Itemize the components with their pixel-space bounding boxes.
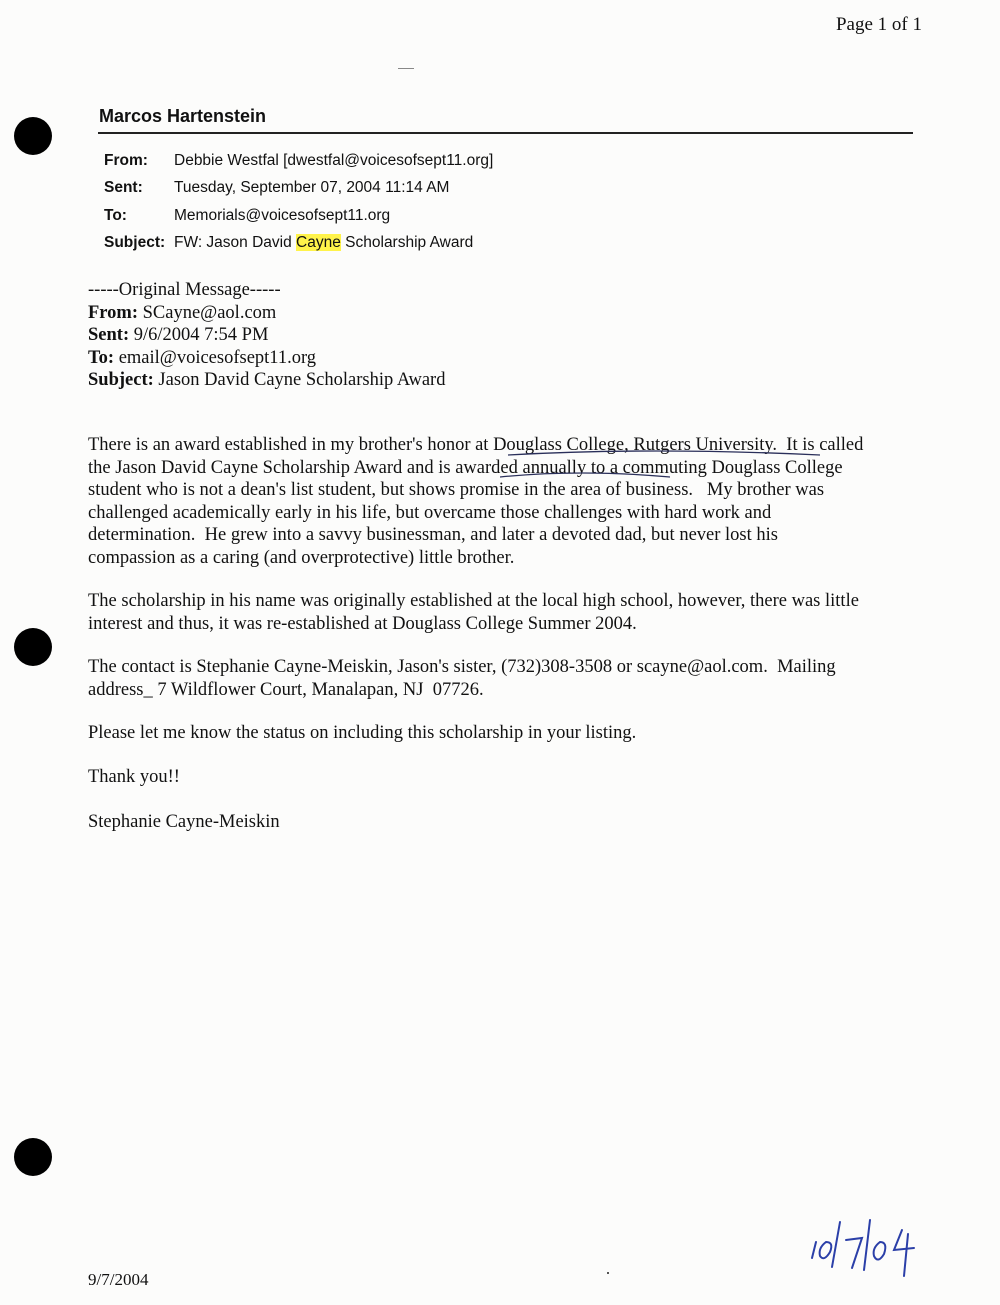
header-subject-value [174, 234, 473, 252]
original-sent-value: 9/6/2004 7:54 PM [129, 325, 269, 345]
original-divider: -----Original Message----- [88, 280, 281, 300]
subject-highlighted-word: Cayne [296, 234, 341, 251]
scan-speck [607, 1272, 609, 1274]
header-sent-row [104, 179, 449, 197]
header-sent-label: Sent: [104, 179, 143, 196]
original-from-row [88, 302, 445, 325]
body-line: interest and thus, it was re-established at Douglass College Summer 2004. [88, 613, 637, 634]
page-number: Page 1 of 1 [835, 14, 922, 35]
original-message-block [88, 279, 445, 392]
body-line: The contact is Stephanie Cayne-Meiskin, Jason's sister, (732)308-3508 or scayne@aol.com. Mailing [88, 657, 836, 677]
scan-mark [398, 68, 414, 69]
body-paragraph-2 [88, 590, 938, 635]
header-from-value: Debbie Westfal [dwestfal@voicesofsept11.org] [174, 152, 494, 169]
header-to-label: To: [104, 207, 127, 224]
original-sent-label: Sent: [88, 325, 130, 345]
body-line: student who is not a dean's list student, but shows promise in the area of business. My brother was [88, 480, 825, 500]
original-from-label: From: [88, 302, 138, 323]
header-sent-value: Tuesday, September 07, 2004 11:14 AM [174, 179, 450, 196]
original-subject-value: Jason David Cayne Scholarship Award [153, 370, 446, 390]
body-line: the Jason David Cayne Scholarship Award and is awarded annually to a commuting Douglass College [88, 457, 843, 478]
binder-hole-middle [14, 628, 52, 666]
original-to-value: email@voicesofsept11.org [114, 347, 317, 368]
body-closing: Thank you!! [88, 767, 180, 787]
header-subject-row [104, 234, 473, 252]
header-to-value: Memorials@voicesofsept11.org [174, 207, 391, 224]
body-line: challenged academically early in his life, but overcame those challenges with hard work and [88, 502, 772, 523]
original-subject-row [88, 369, 445, 392]
header-subject-label: Subject: [104, 234, 166, 251]
body-paragraph-4: Please let me know the status on including this scholarship in your listing. [88, 723, 637, 743]
body-signature-name: Stephanie Cayne-Meiskin [88, 812, 280, 832]
binder-hole-bottom [14, 1138, 52, 1176]
original-from-value: SCayne@aol.com [138, 302, 277, 323]
subject-suffix: Scholarship Award [340, 234, 474, 251]
header-from-row [104, 152, 493, 170]
body-line: There is an award established in my brother's honor at Douglass College, Rutgers University. It is called [88, 435, 864, 455]
binder-hole-top [14, 117, 52, 155]
handwritten-date [810, 1212, 960, 1282]
body-line: The scholarship in his name was originally established at the local high school, however, there was little [88, 591, 859, 611]
subject-prefix: FW: Jason David [174, 234, 297, 251]
handwritten-underline [500, 447, 840, 487]
original-sent-row [88, 324, 445, 347]
original-to-row [88, 347, 445, 370]
original-subject-label: Subject: [88, 370, 154, 390]
printed-by-name: Marcos Hartenstein [99, 106, 267, 126]
footer-date: 9/7/2004 [88, 1270, 149, 1289]
body-line: address_ 7 Wildflower Court, Manalapan, NJ 07726. [88, 679, 484, 700]
original-to-label: To: [88, 347, 115, 368]
body-line: compassion as a caring (and overprotective) little brother. [88, 547, 515, 568]
body-line: determination. He grew into a savvy businessman, and later a devoted dad, but never lost his [88, 525, 778, 545]
header-to-row [104, 207, 390, 225]
body-paragraph-3 [88, 656, 938, 701]
header-from-label: From: [104, 152, 148, 169]
header-rule [98, 132, 913, 134]
